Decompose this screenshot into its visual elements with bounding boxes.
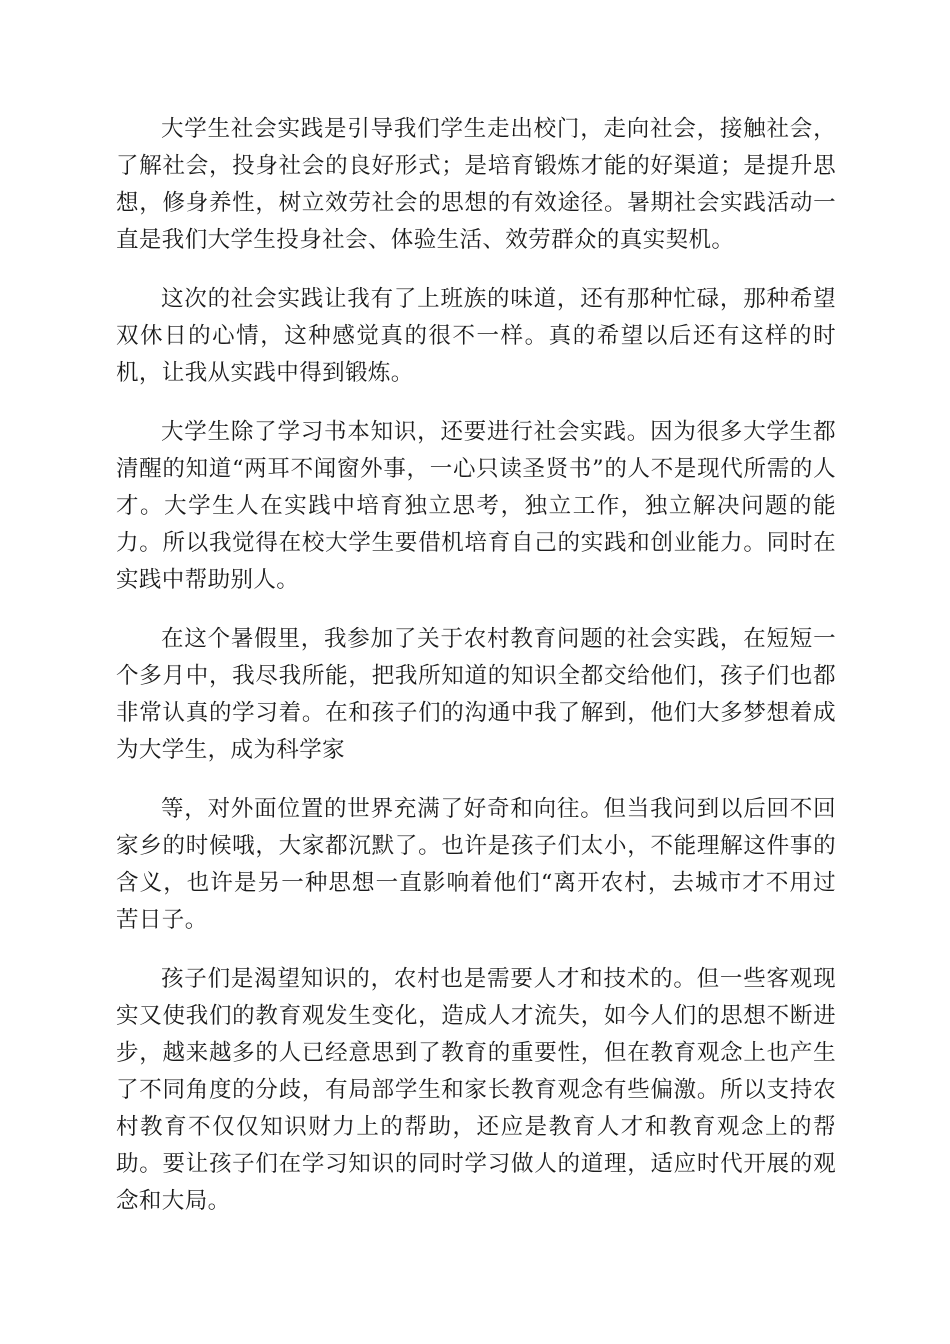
paragraph-1: 大学生社会实践是引导我们学生走出校门，走向社会，接触社会，了解社会，投身社会的良好形式；是培育锻炼才能的好渠道；是提升思想，修身养性，树立效劳社会的思想的有效途径。暑期社会实践活动一直是我们大学生投身社会、体验生活、效劳群众的真实契机。: [116, 116, 836, 253]
paragraph-2: 这次的社会实践让我有了上班族的味道，还有那种忙碌，那种希望双休日的心情，这种感觉真的很不一样。真的希望以后还有这样的时机，让我从实践中得到锻炼。: [116, 286, 836, 386]
paragraph-3: 大学生除了学习书本知识，还要进行社会实践。因为很多大学生都清醒的知道“两耳不闻窗外事，一心只读圣贤书”的人不是现代所需的人才。大学生人在实践中培育独立思考，独立工作，独立解决问题的能力。所以我觉得在校大学生要借机培育自己的实践和创业能力。同时在实践中帮助别人。: [116, 419, 836, 593]
paragraph-5: 等，对外面位置的世界充满了好奇和向往。但当我问到以后回不回家乡的时候哦，大家都沉默了。也许是孩子们太小，不能理解这件事的含义，也许是另一种思想一直影响着他们“离开农村，去城市才不用过苦日子。: [116, 796, 836, 933]
paragraph-6: 孩子们是渴望知识的，农村也是需要人才和技术的。但一些客观现实又使我们的教育观发生变化，造成人才流失，如今人们的思想不断进步，越来越多的人已经意思到了教育的重要性，但在教育观念上也产生了不同角度的分歧，有局部学生和家长教育观念有些偏激。所以支持农村教育不仅仅知识财力上的帮助，还应是教育人才和教育观念上的帮助。要让孩子们在学习知识的同时学习做人的道理，适应时代开展的观念和大局。: [116, 966, 836, 1214]
paragraph-4: 在这个暑假里，我参加了关于农村教育问题的社会实践，在短短一个多月中，我尽我所能，把我所知道的知识全都交给他们，孩子们也都非常认真的学习着。在和孩子们的沟通中我了解到，他们大多梦想着成为大学生，成为科学家: [116, 626, 836, 763]
document-body: [116, 111, 836, 1242]
